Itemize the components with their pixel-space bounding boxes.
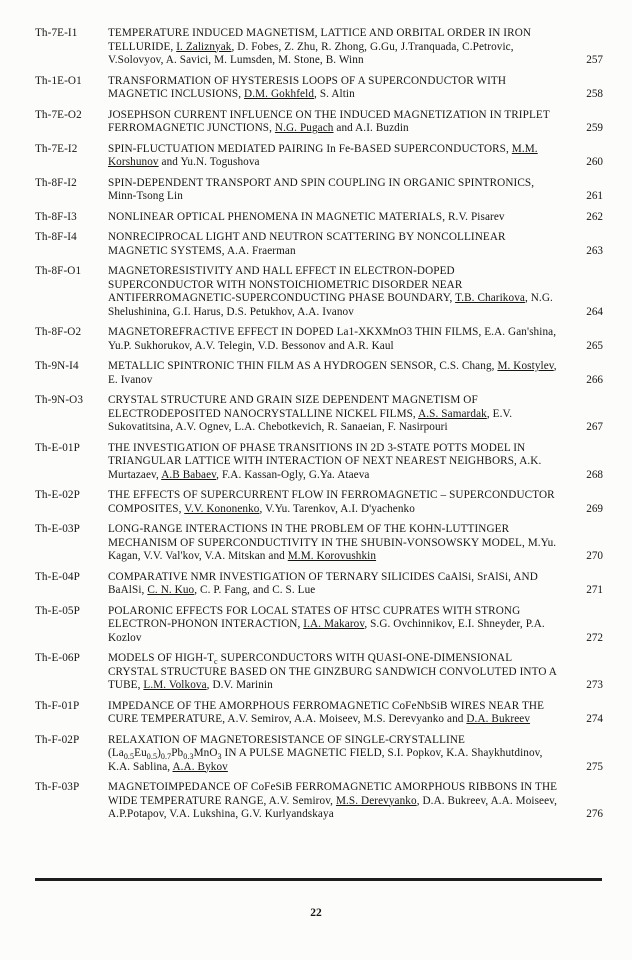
toc-entry [35,781,603,822]
subscript-text: c [214,657,218,667]
entry-page-number: 275 [586,760,603,773]
title-segment: COMPARATIVE NMR INVESTIGATION OF TERNARY SILICIDES CaAlSi, SrAlSi, AND BaAlSi, [108,570,538,596]
session-code: Th-8F-I2 [35,176,77,189]
subscript-text: 0.7 [160,752,172,762]
entry-title [108,177,573,204]
session-code: Th-8F-O2 [35,326,82,338]
title-segment: SPIN-DEPENDENT TRANSPORT AND SPIN COUPLING IN ORGANIC SPINTRONICS, Minn-Tsong Lin [108,176,535,202]
title-segment: POLARONIC EFFECTS FOR LOCAL STATES OF HTSC CUPRATES WITH STRONG ELECTRON-PHONON INTERACTION, [108,604,521,630]
entry-page-number: 270 [586,550,603,562]
session-code: Th-7E-I1 [35,27,78,39]
title-segment: , F.A. Kassan-Ogly, G.Ya. Ataeva [216,468,370,481]
title-segment: Pb [171,747,184,759]
title-segment: and A.I. Buzdin [333,122,409,134]
toc-entry [35,75,603,102]
title-segment: LONG-RANGE INTERACTIONS IN THE PROBLEM OF THE KOHN-LUTTINGER MECHANISM OF SUPERCONDUCTIVITY IN THE SHUBIN-VONSOWSKY MODEL, M.Yu. Kagan, V.V. Val'kov, V.A. Mitskan and [108,523,557,562]
title-segment: IN A PULSE MAGNETIC FIELD, S.I. Popkov, K.A. Shaykhutdinov, K.A. Sablina, [108,747,543,773]
underlined-author: M.M. Korovushkin [287,550,377,562]
session-code: Th-9N-I4 [35,360,79,372]
session-code: Th-E-05P [35,604,80,617]
toc-entry [35,734,603,775]
title-segment: MAGNETOIMPEDANCE OF CoFeSiB FERROMAGNETIC AMORPHOUS RIBBONS IN THE WIDE TEMPERATURE RANGE, A.V. Semirov, [108,781,558,807]
toc-entry [35,571,603,598]
session-code: Th-E-03P [35,523,80,535]
session-code: Th-E-06P [35,652,80,664]
title-segment: , N.G. Shelushinina, G.I. Harus, D.S. Petukhov, A.A. Ivanov [108,292,553,318]
title-segment: SPIN-FLUCTUATION MEDIATED PAIRING In Fe-BASED SUPERCONDUCTORS, [108,142,512,155]
title-segment: , D. Fobes, Z. Zhu, R. Zhong, G.Gu, J.Tranquada, C.Petrovic, V.Solovyov, A. Savici, M. Lumsden, M. Stone, B. Winn [108,40,514,66]
underlined-author: T.B. Charikova [455,292,525,304]
subscript-text: 0.3 [183,752,194,762]
toc-entry [35,231,603,258]
session-code: Th-E-01P [35,441,80,454]
title-segment: JOSEPHSON CURRENT INFLUENCE ON THE INDUCED MAGNETIZATION IN TRIPLET FERROMAGNETIC JUNCTIONS, [108,108,550,134]
entry-page-number: 269 [586,502,603,515]
entry-page-number: 273 [586,679,603,691]
title-segment: TRANSFORMATION OF HYSTERESIS LOOPS OF A SUPERCONDUCTOR WITH MAGNETIC INCLUSIONS, [108,74,507,100]
underlined-author: D.A. Bukreev [466,713,531,725]
toc-entry [35,211,603,225]
entry-title [108,360,573,387]
title-segment: THE EFFECTS OF SUPERCURRENT FLOW IN FERROMAGNETIC – SUPERCONDUCTOR COMPOSITES, [108,489,555,515]
entry-title [108,265,573,319]
title-segment: , D.V. Marinin [206,679,273,691]
underlined-author: N.G. Pugach [274,122,334,134]
entry-page-number: 271 [586,584,603,596]
toc-entry [35,109,603,136]
title-segment: MAGNETOREFRACTIVE EFFECT IN DOPED La1-XKXMnO3 THIN FILMS, E.A. Gan'shina, Yu.P. Sukhorukov, A.V. Telegin, V.D. Bessonov and A.R. Kaul [108,326,557,352]
entry-title [108,394,573,435]
entry-title [108,231,573,258]
entry-page-number: 258 [586,88,603,100]
session-code: Th-8F-I4 [35,231,77,243]
subscript-text: 3 [217,752,222,762]
toc-entry [35,326,603,353]
underlined-author: A.B Babaev [161,468,217,481]
entry-page-number: 262 [586,210,603,223]
title-segment: , S. Altin [314,88,355,100]
entry-page-number: 272 [586,631,603,644]
underlined-author: C. N. Kuo [147,584,195,596]
title-segment: NONRECIPROCAL LIGHT AND NEUTRON SCATTERING BY NONCOLLINEAR MAGNETIC SYSTEMS, A.A. Fraerman [108,231,506,257]
entry-title [108,781,573,822]
entry-title [108,571,573,598]
underlined-author: I.A. Makarov [303,618,365,630]
page-number: 22 [310,907,322,919]
title-segment: ) [157,747,161,759]
title-segment: THE INVESTIGATION OF PHASE TRANSITIONS IN 2D 3-STATE POTTS MODEL IN TRIANGULAR LATTICE WITH INTERACTION OF NEXT NEAREST NEIGHBORS, A.K. Murtazaev, [108,441,542,481]
session-code: Th-F-01P [35,699,80,712]
entry-title [108,700,573,727]
toc-entry [35,523,603,564]
underlined-author: M.S. Derevyanko [335,794,417,807]
title-segment: and Yu.N. Togushova [158,156,260,168]
entry-page-number: 268 [586,468,603,481]
underlined-author: A.A. Bykov [172,760,228,773]
session-code: Th-8F-I3 [35,210,77,223]
underlined-author: M.M. Korshunov [108,142,538,168]
footer-rule [35,878,602,881]
title-segment: METALLIC SPINTRONIC THIN FILM AS A HYDROGEN SENSOR, C.S. Chang, [108,360,498,372]
subscript-text: 0.5 [146,752,158,762]
title-segment: , D.A. Bukreev, A.A. Moiseev, A.P.Potapov, V.A. Lukshina, G.V. Kurlyandskaya [108,794,558,820]
toc-entry [35,394,603,435]
title-segment: MODELS OF HIGH-T [108,652,215,664]
title-segment: MAGNETORESISTIVITY AND HALL EFFECT IN ELECTRON-DOPED SUPERCONDUCTOR WITH NONSTOICHIOMETRIC DISORDER NEAR ANTIFERROMAGNETIC-SUPERCONDUCTING PHASE BOUNDARY, [108,265,463,304]
subscript-text: 0.5 [123,752,135,762]
entry-page-number: 276 [586,808,603,820]
entry-title [108,27,573,68]
title-segment: , S.G. Ovchinnikov, E.I. Shneyder, P.A. Kozlov [108,618,545,644]
entry-page-number: 261 [586,190,603,202]
underlined-author: I. Zaliznyak [176,40,232,53]
title-segment: TEMPERATURE INDUCED MAGNETISM, LATTICE AND ORBITAL ORDER IN IRON TELLURIDE, [108,27,532,53]
toc-entry [35,489,603,516]
entry-page-number: 265 [586,339,603,352]
toc-entry [35,265,603,319]
entry-title [108,734,573,775]
title-segment: NONLINEAR OPTICAL PHENOMENA IN MAGNETIC MATERIALS, R.V. Pisarev [108,210,505,223]
session-code: Th-9N-O3 [35,394,84,406]
entry-page-number: 260 [586,156,603,168]
toc-entry [35,177,603,204]
title-segment: IMPEDANCE OF THE AMORPHOUS FERROMAGNETIC CoFeNbSiB WIRES NEAR THE CURE TEMPERATURE, A.V. Semirov, A.A. Moiseev, M.S. Derevyanko and [108,699,545,725]
entry-title [108,442,573,483]
entry-page-number: 267 [586,421,603,433]
toc-entry [35,442,603,483]
entry-title [108,523,573,564]
title-segment: SUPERCONDUCTORS WITH QUASI-ONE-DIMENSIONAL CRYSTAL STRUCTURE BASED ON THE GINZBURG SANDWICH CONVOLUTED INTO A TUBE, [108,652,557,691]
underlined-author: D.M. Gokhfeld [244,88,315,100]
session-code: Th-E-04P [35,570,80,583]
entry-page-number: 274 [586,713,603,725]
entry-title [108,489,573,516]
session-code: Th-E-02P [35,489,80,501]
entry-page-number: 266 [586,373,603,386]
underlined-author: L.M. Volkova [143,679,207,691]
session-code: Th-7E-I2 [35,142,78,155]
title-segment: , C. P. Fang, and C. S. Lue [194,584,316,596]
entry-title [108,652,573,693]
toc-list [35,27,603,829]
entry-page-number: 263 [586,244,603,257]
entry-page-number: 264 [586,305,603,318]
session-code: Th-1E-O1 [35,74,82,87]
entry-title [108,326,573,353]
session-code: Th-7E-O2 [35,108,82,121]
toc-entry [35,360,603,387]
underlined-author: V.V. Kononenko [184,502,260,515]
entry-page-number: 257 [586,54,603,66]
session-code: Th-F-02P [35,733,80,746]
session-code: Th-F-03P [35,781,80,793]
underlined-author: A.S. Samardak [418,407,487,420]
toc-entry [35,605,603,646]
underlined-author: M. Kostylev [497,360,554,372]
entry-title [108,211,573,225]
title-segment: , E. Ivanov [108,360,557,386]
entry-title [108,605,573,646]
entry-title [108,75,573,102]
toc-entry [35,700,603,727]
title-segment: , E.V. Sukovatitsina, A.V. Ognev, L.A. Chebotkevich, R. Sanaeian, F. Nasirpouri [108,407,513,433]
toc-entry [35,143,603,170]
entry-title [108,143,573,170]
session-code: Th-8F-O1 [35,265,82,277]
title-segment: MnO [193,747,218,759]
title-segment: Eu [134,747,147,759]
entry-page-number: 259 [586,122,603,134]
title-segment: CRYSTAL STRUCTURE AND GRAIN SIZE DEPENDENT MAGNETISM OF ELECTRODEPOSITED NANOCRYSTALLINE NICKEL FILMS, [108,394,478,420]
title-segment: RELAXATION OF MAGNETORESISTANCE OF SINGLE-CRYSTALLINE (La [108,733,465,759]
toc-entry [35,27,603,68]
entry-title [108,109,573,136]
title-segment: , V.Yu. Tarenkov, A.I. D'yachenko [259,502,415,515]
toc-entry [35,652,603,693]
